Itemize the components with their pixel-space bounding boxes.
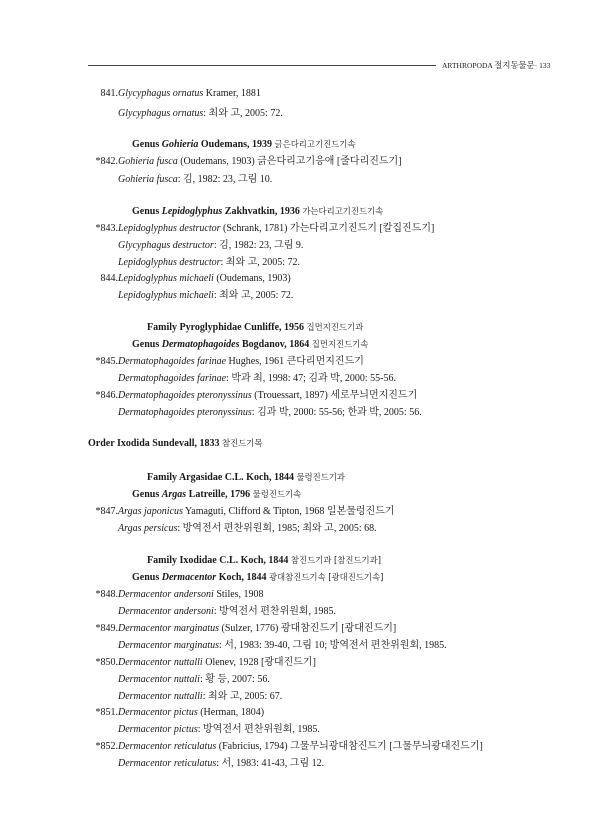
synonym-name: Dermacentor andersoni: [118, 606, 214, 617]
species-entry-852: [95, 740, 483, 753]
species-authority: (Oudemans, 1903) 긁은다리고기응애 [줄다리진드기]: [177, 156, 402, 167]
species-name: Dermatophagoides farinae: [118, 356, 227, 367]
running-head-korean: 절지동물문: [494, 60, 535, 70]
synonym-line: [118, 406, 422, 419]
synonym-line: [118, 372, 396, 385]
synonym-citation: : 방역전서 편찬위원회, 1985.: [213, 606, 337, 617]
order-heading-ixodida: Order Ixodida Sundevall, 1833 참진드기목: [88, 438, 263, 449]
species-name: Dermacentor pictus: [118, 707, 198, 718]
entry-number: 841.: [100, 88, 118, 99]
entry-number: 844.: [100, 273, 118, 284]
synonym-line: [118, 522, 377, 535]
species-entry-842: [95, 155, 402, 168]
species-authority: (Trouessart, 1897) 세로무늬먼지진드기: [251, 390, 418, 401]
synonym-line: [118, 723, 320, 736]
entry-number: *849.: [95, 623, 118, 634]
synonym-line: [118, 690, 282, 703]
synonym-citation: : 방역전서 편찬위원회, 1985.: [197, 724, 320, 735]
synonym-name: Dermatophagoides farinae: [118, 373, 227, 384]
running-head: [442, 59, 550, 71]
species-entry-845: [95, 355, 364, 368]
synonym-name: Glycyphagus destructor: [118, 240, 214, 251]
species-authority: (Herman, 1804): [197, 707, 265, 718]
species-authority: Yamaguti, Clifford & Tipton, 1968 일본물렁진드기: [182, 506, 395, 517]
species-name: Dermatophagoides pteronyssinus: [118, 390, 252, 401]
entry-number: *845.: [95, 356, 118, 367]
species-authority: Olenev, 1928 [광대진드기]: [202, 657, 316, 668]
species-authority: (Oudemans, 1903): [213, 273, 291, 284]
family-heading-argasidae: Family Argasidae C.L. Koch, 1844 물렁진드기과: [147, 472, 345, 483]
synonym-line: [118, 107, 283, 120]
synonym-citation: : 방역전서 편찬위원회, 1985; 최와 고, 2005: 68.: [177, 523, 377, 534]
species-name: Dermacentor nuttalli: [118, 657, 203, 668]
species-entry-849: [95, 622, 397, 635]
synonym-citation: : 최와 고, 2005: 72.: [220, 257, 301, 268]
synonym-name: Dermacentor nuttalli: [118, 691, 203, 702]
synonym-name: Lepidoglyphus destructor: [118, 257, 221, 268]
synonym-name: Argas persicus: [118, 523, 178, 534]
species-entry-843: [95, 222, 435, 235]
family-heading-pyroglyphidae: Family Pyroglyphidae Cunliffe, 1956 집먼지진드기과: [147, 322, 364, 333]
species-authority: Hughes, 1961 큰다리먼지진드기: [226, 356, 364, 367]
synonym-citation: : 서, 1983: 39-40, 그림 10; 방역전서 편찬위원회, 1985.: [219, 640, 447, 651]
species-entry-841: [100, 87, 261, 100]
synonym-citation: : 김, 1982: 23, 그림 9.: [213, 240, 304, 251]
species-entry-851: [95, 706, 265, 719]
species-entry-847: [95, 505, 395, 518]
species-entry-850: [95, 656, 316, 669]
synonym-name: Dermatophagoides pteronyssinus: [118, 407, 252, 418]
synonym-name: Glycyphagus ornatus: [118, 108, 204, 119]
species-authority: (Fabricius, 1794) 그물무늬광대참진드기 [그물무늬광대진드기]: [216, 741, 483, 752]
synonym-name: Dermacentor nuttali: [118, 674, 200, 685]
synonym-name: Dermacentor reticulatus: [118, 758, 217, 769]
genus-heading-dermacentor: Genus Dermacentor Koch, 1844 광대참진드기속 [광대진드기속]: [132, 572, 384, 583]
synonym-citation: : 서, 1983: 41-43, 그림 12.: [216, 758, 325, 769]
species-authority: (Schrank, 1781) 가는다리고기진드기 [칼집진드기]: [220, 223, 435, 234]
synonym-line: [118, 757, 324, 770]
synonym-citation: : 김, 1982: 23, 그림 10.: [177, 174, 273, 185]
species-name: Lepidoglyphus michaeli: [118, 273, 214, 284]
synonym-line: [118, 173, 272, 186]
genus-heading-dermatophagoides: Genus Dermatophagoides Bogdanov, 1864 집먼지진드기속: [132, 339, 369, 350]
species-name: Dermacentor andersoni: [118, 589, 214, 600]
entry-number: *842.: [95, 156, 118, 167]
species-authority: Stiles, 1908: [213, 589, 264, 600]
species-name: Gohieria fusca: [118, 156, 178, 167]
species-entry-848: [95, 588, 264, 601]
species-name: Argas japonicus: [118, 506, 183, 517]
species-name: Glycyphagus ornatus: [118, 88, 204, 99]
species-entry-846: [95, 389, 418, 402]
entry-number: *846.: [95, 390, 118, 401]
species-entry-844: [100, 272, 291, 285]
synonym-line: [118, 256, 300, 269]
synonym-name: Lepidoglyphus michaeli: [118, 290, 214, 301]
synonym-line: [118, 605, 336, 618]
synonym-line: [118, 673, 270, 686]
synonym-name: Dermacentor marginatus: [118, 640, 220, 651]
synonym-name: Gohieria fusca: [118, 174, 178, 185]
entry-number: *848.: [95, 589, 118, 600]
page-number: · 133: [534, 61, 551, 70]
genus-heading-lepidoglyphus: Genus Lepidoglyphus Zakhvatkin, 1936 가는다리고기진드기속: [132, 206, 384, 217]
synonym-name: Dermacentor pictus: [118, 724, 198, 735]
synonym-line: [118, 239, 303, 252]
species-name: Dermacentor marginatus: [118, 623, 220, 634]
synonym-line: [118, 289, 293, 302]
species-name: Lepidoglyphus destructor: [118, 223, 221, 234]
species-name: Dermacentor reticulatus: [118, 741, 217, 752]
species-authority: (Sulzer, 1776) 광대참진드기 [광대진드기]: [219, 623, 397, 634]
synonym-citation: : 최와 고, 2005: 72.: [213, 290, 294, 301]
genus-heading-gohieria: Genus Gohieria Oudemans, 1939 긁은다리고기진드기속: [132, 139, 356, 150]
entry-number: *847.: [95, 506, 118, 517]
synonym-citation: : 김과 박, 2000: 55-56; 한과 박, 2005: 56.: [251, 407, 422, 418]
species-authority: Kramer, 1881: [203, 88, 261, 99]
entry-number: *851.: [95, 707, 118, 718]
synonym-citation: : 박과 최, 1998: 47; 김과 박, 2000: 55-56.: [226, 373, 396, 384]
entry-number: *843.: [95, 223, 118, 234]
synonym-citation: : 황 등, 2007: 56.: [199, 674, 270, 685]
entry-number: *852.: [95, 741, 118, 752]
family-heading-ixodidae: Family Ixodidae C.L. Koch, 1844 참진드기과 [참진드기과]: [147, 555, 382, 566]
genus-heading-argas: Genus Argas Latreille, 1796 물렁진드기속: [132, 489, 302, 500]
entry-number: *850.: [95, 657, 118, 668]
synonym-line: [118, 639, 447, 652]
header-rule: [88, 65, 436, 66]
synonym-citation: : 최와 고, 2005: 67.: [202, 691, 283, 702]
running-head-title: ARTHROPODA: [442, 61, 493, 70]
synonym-citation: : 최와 고, 2005: 72.: [203, 108, 283, 119]
